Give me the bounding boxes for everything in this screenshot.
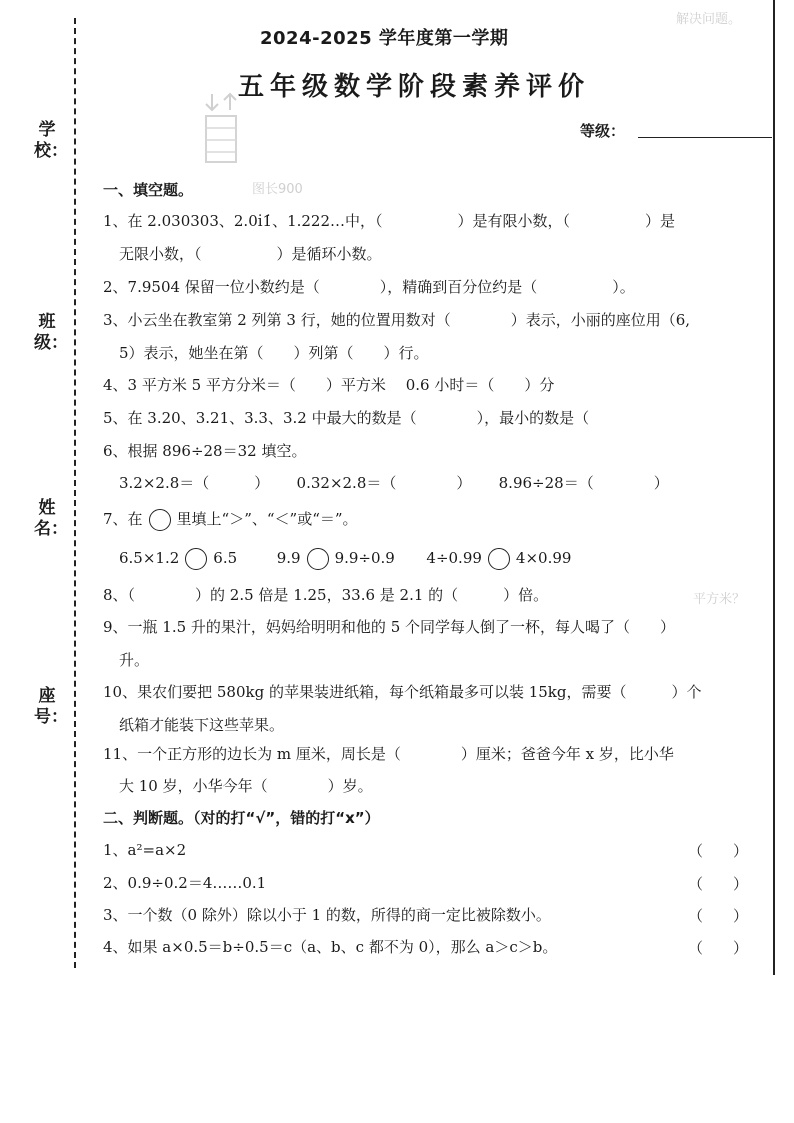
question-line: 5、在 3.20、3.21、3.3、3.2 中最大的数是（ ），最小的数是（ [103,409,590,427]
question-line: 升。 [119,651,150,669]
question-line: 大 10 岁，小华今年（ ）岁。 [119,777,373,795]
question-line: 纸箱才能装下这些苹果。 [119,716,285,734]
question-line: 1、在 2.030303、2.0i̇1̇、1.222…中，（ ）是有限小数，（ ）是 [103,212,676,230]
question-line: 无限小数，（ ）是循环小数。 [119,245,382,263]
q7-prefix: 7、在 [103,510,143,528]
compare-circle[interactable] [307,548,329,570]
circle-icon [149,509,171,531]
answer-bracket[interactable]: （ ） [688,842,749,860]
page-right-border [773,0,775,975]
bleed-through-text: 解决问题。 [676,12,742,27]
school-label: 学校： [34,120,68,161]
class-label: 班级： [34,312,68,353]
judge-item: 4、如果 a×0.5＝b÷0.5＝c（a、b、c 都不为 0），那么 a＞c＞b。 [103,938,558,956]
compare-left: 4÷0.99 [426,549,482,567]
exam-title: 五年级数学阶段素养评价 [238,72,591,102]
question-line: 3、小云坐在教室第 2 列第 3 行，她的位置用数对（ ）表示，小丽的座位用（6, [103,311,691,329]
answer-bracket[interactable]: （ ） [688,907,749,925]
answer-bracket[interactable]: （ ） [688,939,749,957]
q7-suffix: 里填上“＞”、“＜”或“＝”。 [176,510,358,528]
bleed-through-text: 图长900 [252,182,303,197]
compare-right: 4×0.99 [515,549,572,567]
section-heading: 一、填空题。 [103,181,194,199]
grade-label: 等级： [580,122,626,140]
compare-left: 9.9 [276,549,301,567]
section-heading: 二、判断题。（对的打“√”，错的打“x”） [103,809,380,827]
question-line: 10、果农们要把 580kg 的苹果装进纸箱，每个纸箱最多可以装 15kg，需要（ ）个 [103,683,702,701]
name-label: 姓名： [34,498,68,539]
question-line: 2、7.9504 保留一位小数约是（ ），精确到百分位约是（ ）。 [103,278,635,296]
binding-dashed-line [74,18,76,968]
term-title: 2024-2025 学年度第一学期 [260,28,509,49]
judge-item: 2、0.9÷0.2＝4……0.1 [103,874,267,892]
compare-circle[interactable] [488,548,510,570]
question-line: 9、一瓶 1.5 升的果汁，妈妈给明明和他的 5 个同学每人倒了一杯，每人喝了（ ） [103,618,676,636]
answer-bracket[interactable]: （ ） [688,875,749,893]
question-line: 11、一个正方形的边长为 m 厘米，周长是（ ）厘米；爸爸今年 x 岁，比小华 [103,745,674,763]
compare-right: 9.9÷0.9 [334,549,395,567]
compare-right: 6.5 [213,549,238,567]
question-line: 4、3 平方米 5 平方分米＝（ ）平方米 0.6 小时＝（ ）分 [103,376,555,394]
question-line: 8、（ ）的 2.5 倍是 1.25，33.6 是 2.1 的（ ）倍。 [103,586,549,604]
compare-left: 6.5×1.2 [119,549,180,567]
judge-item: 1、a²=a×2 [103,841,187,859]
question-line: 5）表示，她坐在第（ ）列第（ ）行。 [119,344,429,362]
compare-circle[interactable] [185,548,207,570]
compare-row [119,548,571,570]
question-line [103,509,358,531]
seat-label: 座号： [34,686,68,727]
question-line: 3.2×2.8＝（ ） 0.32×2.8＝（ ） 8.96÷28＝（ ） [119,474,669,492]
question-line: 6、根据 896÷28＝32 填空。 [103,442,307,460]
judge-item: 3、一个数（0 除外）除以小于 1 的数，所得的商一定比被除数小。 [103,906,551,924]
grade-blank[interactable] [638,137,772,138]
bleed-through-text: 平方米？ [693,592,746,607]
